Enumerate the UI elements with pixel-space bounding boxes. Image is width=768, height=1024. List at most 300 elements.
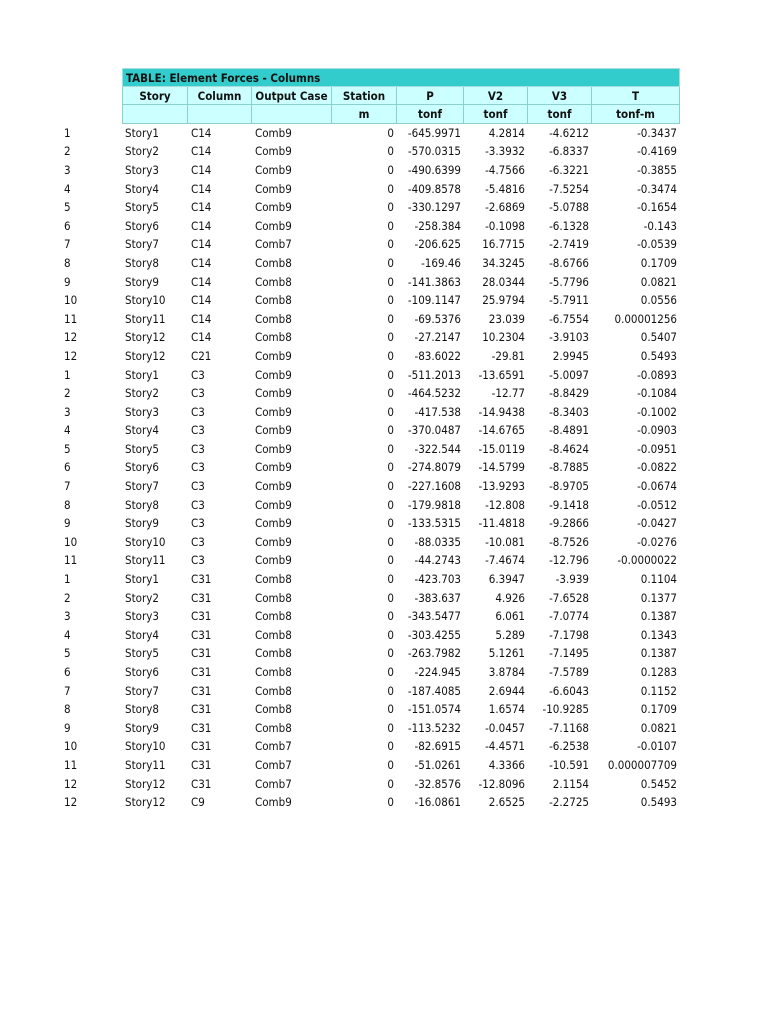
p-cell[interactable]: -113.5232	[407, 720, 461, 735]
story-cell[interactable]: Story4	[125, 423, 159, 438]
output-case-cell[interactable]: Comb8	[255, 720, 292, 735]
station-cell[interactable]: 0	[387, 125, 394, 140]
output-case-cell[interactable]: Comb9	[255, 534, 292, 549]
column-cell[interactable]: C14	[191, 200, 212, 215]
v3-cell[interactable]: -8.7885	[549, 460, 589, 475]
t-cell[interactable]: -0.1002	[637, 404, 677, 419]
column-cell[interactable]: C31	[191, 627, 212, 642]
v3-cell[interactable]: -8.7526	[549, 534, 589, 549]
p-cell[interactable]: -109.1147	[407, 293, 461, 308]
t-cell[interactable]: -0.0427	[637, 516, 677, 531]
v2-cell[interactable]: -11.4818	[478, 516, 525, 531]
column-cell[interactable]: C3	[191, 386, 205, 401]
output-case-cell[interactable]: Comb9	[255, 497, 292, 512]
station-cell[interactable]: 0	[387, 553, 394, 568]
station-cell[interactable]: 0	[387, 293, 394, 308]
v2-cell[interactable]: 5.1261	[488, 646, 525, 661]
station-cell[interactable]: 0	[387, 795, 394, 810]
p-cell[interactable]: -169.46	[421, 255, 461, 270]
station-cell[interactable]: 0	[387, 627, 394, 642]
t-cell[interactable]: 0.5452	[640, 776, 677, 791]
station-cell[interactable]: 0	[387, 330, 394, 345]
row-index[interactable]: 4	[64, 423, 71, 438]
row-index[interactable]: 2	[64, 590, 71, 605]
t-cell[interactable]: 0.1709	[640, 255, 677, 270]
p-cell[interactable]: -224.945	[414, 665, 461, 679]
story-cell[interactable]: Story10	[125, 293, 166, 308]
t-cell[interactable]: 0.000007709	[607, 757, 677, 772]
v3-cell[interactable]: -3.9103	[549, 330, 589, 345]
story-cell[interactable]: Story11	[125, 311, 166, 326]
column-cell[interactable]: C14	[191, 255, 212, 270]
t-cell[interactable]: -0.0822	[637, 460, 677, 475]
story-cell[interactable]: Story8	[125, 497, 159, 512]
t-cell[interactable]: 0.1283	[640, 665, 677, 679]
column-cell[interactable]: C14	[191, 181, 212, 196]
story-cell[interactable]: Story4	[125, 181, 159, 196]
output-case-cell[interactable]: Comb8	[255, 627, 292, 642]
v2-cell[interactable]: 2.6944	[488, 683, 525, 698]
output-case-cell[interactable]: Comb9	[255, 348, 292, 363]
v2-cell[interactable]: 4.3366	[488, 757, 525, 772]
header-station[interactable]: Station	[332, 87, 397, 106]
t-cell[interactable]: 0.00001256	[614, 311, 677, 326]
output-case-cell[interactable]: Comb8	[255, 609, 292, 624]
p-cell[interactable]: -464.5232	[407, 386, 461, 401]
story-cell[interactable]: Story2	[125, 386, 159, 401]
story-cell[interactable]: Story9	[125, 516, 159, 531]
p-cell[interactable]: -179.9818	[407, 497, 461, 512]
header-story[interactable]: Story	[122, 87, 188, 106]
row-index[interactable]: 2	[64, 386, 71, 401]
t-cell[interactable]: 0.0821	[640, 720, 677, 735]
station-cell[interactable]: 0	[387, 423, 394, 438]
v3-cell[interactable]: -7.1168	[549, 720, 589, 735]
column-cell[interactable]: C3	[191, 534, 205, 549]
v2-cell[interactable]: -5.4816	[485, 181, 525, 196]
p-cell[interactable]: -133.5315	[407, 516, 461, 531]
column-cell[interactable]: C14	[191, 330, 212, 345]
story-cell[interactable]: Story3	[125, 404, 159, 419]
row-index[interactable]: 9	[64, 720, 71, 735]
station-cell[interactable]: 0	[387, 404, 394, 419]
p-cell[interactable]: -383.637	[414, 590, 461, 605]
column-cell[interactable]: C14	[191, 274, 212, 289]
output-case-cell[interactable]: Comb9	[255, 441, 292, 456]
t-cell[interactable]: 0.5407	[640, 330, 677, 345]
t-cell[interactable]: 0.1387	[640, 609, 677, 624]
v2-cell[interactable]: 25.9794	[482, 293, 525, 308]
column-cell[interactable]: C3	[191, 553, 205, 568]
t-cell[interactable]: 0.1377	[640, 590, 677, 605]
p-cell[interactable]: -16.0861	[414, 795, 461, 810]
v2-cell[interactable]: 3.8784	[488, 665, 525, 679]
v2-cell[interactable]: -13.6591	[478, 367, 525, 382]
row-index[interactable]: 7	[64, 479, 71, 494]
v2-cell[interactable]: -0.1098	[485, 218, 525, 233]
t-cell[interactable]: -0.4169	[637, 144, 677, 159]
story-cell[interactable]: Story6	[125, 460, 159, 475]
station-cell[interactable]: 0	[387, 348, 394, 363]
v2-cell[interactable]: -15.0119	[478, 441, 525, 456]
station-cell[interactable]: 0	[387, 590, 394, 605]
v2-cell[interactable]: 6.3947	[488, 572, 525, 587]
row-index[interactable]: 5	[64, 200, 71, 215]
row-index[interactable]: 7	[64, 683, 71, 698]
unit-output-case[interactable]	[252, 105, 332, 124]
t-cell[interactable]: -0.3437	[637, 125, 677, 140]
header-v3[interactable]: V3	[528, 87, 592, 106]
v2-cell[interactable]: 5.289	[495, 627, 525, 642]
row-index[interactable]: 10	[64, 534, 78, 549]
station-cell[interactable]: 0	[387, 255, 394, 270]
v3-cell[interactable]: -6.2538	[549, 739, 589, 754]
station-cell[interactable]: 0	[387, 516, 394, 531]
header-p[interactable]: P	[397, 87, 464, 106]
row-index[interactable]: 11	[64, 311, 78, 326]
p-cell[interactable]: -51.0261	[414, 757, 461, 772]
column-cell[interactable]: C14	[191, 144, 212, 159]
column-cell[interactable]: C3	[191, 460, 205, 475]
column-cell[interactable]: C14	[191, 293, 212, 308]
output-case-cell[interactable]: Comb8	[255, 293, 292, 308]
row-index[interactable]: 10	[64, 293, 78, 308]
t-cell[interactable]: -0.0903	[637, 423, 677, 438]
column-cell[interactable]: C9	[191, 795, 205, 810]
t-cell[interactable]: -0.0674	[637, 479, 677, 494]
column-cell[interactable]: C31	[191, 646, 212, 661]
station-cell[interactable]: 0	[387, 460, 394, 475]
station-cell[interactable]: 0	[387, 739, 394, 754]
column-cell[interactable]: C31	[191, 702, 212, 717]
p-cell[interactable]: -490.6399	[407, 162, 461, 177]
p-cell[interactable]: -511.2013	[407, 367, 461, 382]
v2-cell[interactable]: -14.9438	[478, 404, 525, 419]
v2-cell[interactable]: 6.061	[495, 609, 525, 624]
output-case-cell[interactable]: Comb9	[255, 200, 292, 215]
row-index[interactable]: 3	[64, 162, 71, 177]
v2-cell[interactable]: -0.0457	[485, 720, 525, 735]
column-cell[interactable]: C14	[191, 311, 212, 326]
column-cell[interactable]: C31	[191, 739, 212, 754]
station-cell[interactable]: 0	[387, 534, 394, 549]
p-cell[interactable]: -82.6915	[414, 739, 461, 754]
v3-cell[interactable]: -7.5254	[549, 181, 589, 196]
story-cell[interactable]: Story6	[125, 218, 159, 233]
row-index[interactable]: 3	[64, 404, 71, 419]
output-case-cell[interactable]: Comb8	[255, 311, 292, 326]
column-cell[interactable]: C21	[191, 348, 212, 363]
p-cell[interactable]: -417.538	[414, 404, 461, 419]
station-cell[interactable]: 0	[387, 162, 394, 177]
p-cell[interactable]: -206.625	[414, 237, 461, 252]
row-index[interactable]: 1	[64, 367, 71, 382]
v3-cell[interactable]: -5.0097	[549, 367, 589, 382]
t-cell[interactable]: -0.0893	[637, 367, 677, 382]
p-cell[interactable]: -141.3863	[407, 274, 461, 289]
output-case-cell[interactable]: Comb9	[255, 423, 292, 438]
row-index[interactable]: 6	[64, 218, 71, 233]
p-cell[interactable]: -258.384	[414, 218, 461, 233]
v3-cell[interactable]: -3.939	[555, 572, 589, 587]
row-index[interactable]: 7	[64, 237, 71, 252]
v3-cell[interactable]: -2.2725	[549, 795, 589, 810]
output-case-cell[interactable]: Comb9	[255, 125, 292, 140]
t-cell[interactable]: 0.5493	[640, 348, 677, 363]
story-cell[interactable]: Story8	[125, 255, 159, 270]
row-index[interactable]: 12	[64, 776, 78, 791]
story-cell[interactable]: Story9	[125, 274, 159, 289]
station-cell[interactable]: 0	[387, 218, 394, 233]
story-cell[interactable]: Story9	[125, 720, 159, 735]
story-cell[interactable]: Story5	[125, 441, 159, 456]
row-index[interactable]: 12	[64, 330, 78, 345]
t-cell[interactable]: -0.0951	[637, 441, 677, 456]
column-cell[interactable]: C14	[191, 162, 212, 177]
station-cell[interactable]: 0	[387, 200, 394, 215]
row-index[interactable]: 11	[64, 757, 78, 772]
column-cell[interactable]: C31	[191, 683, 212, 698]
v3-cell[interactable]: -12.796	[549, 553, 589, 568]
v2-cell[interactable]: 4.926	[495, 590, 525, 605]
row-index[interactable]: 4	[64, 181, 71, 196]
story-cell[interactable]: Story2	[125, 144, 159, 159]
t-cell[interactable]: 0.1387	[640, 646, 677, 661]
story-cell[interactable]: Story5	[125, 646, 159, 661]
p-cell[interactable]: -570.0315	[407, 144, 461, 159]
station-cell[interactable]: 0	[387, 441, 394, 456]
row-index[interactable]: 1	[64, 125, 71, 140]
p-cell[interactable]: -370.0487	[407, 423, 461, 438]
station-cell[interactable]: 0	[387, 776, 394, 791]
v2-cell[interactable]: 16.7715	[482, 237, 525, 252]
t-cell[interactable]: -0.1084	[637, 386, 677, 401]
row-index[interactable]: 5	[64, 441, 71, 456]
output-case-cell[interactable]: Comb8	[255, 665, 292, 679]
v3-cell[interactable]: -10.9285	[542, 702, 589, 717]
t-cell[interactable]: -0.3474	[637, 181, 677, 196]
unit-v2[interactable]: tonf	[464, 105, 528, 124]
p-cell[interactable]: -227.1608	[407, 479, 461, 494]
p-cell[interactable]: -263.7982	[407, 646, 461, 661]
column-cell[interactable]: C31	[191, 590, 212, 605]
output-case-cell[interactable]: Comb9	[255, 516, 292, 531]
v2-cell[interactable]: -14.5799	[478, 460, 525, 475]
column-cell[interactable]: C3	[191, 516, 205, 531]
column-cell[interactable]: C31	[191, 720, 212, 735]
station-cell[interactable]: 0	[387, 665, 394, 679]
output-case-cell[interactable]: Comb9	[255, 181, 292, 196]
row-index[interactable]: 8	[64, 702, 71, 717]
v3-cell[interactable]: -7.5789	[549, 665, 589, 679]
story-cell[interactable]: Story12	[125, 348, 166, 363]
unit-story[interactable]	[122, 105, 188, 124]
v2-cell[interactable]: -12.8096	[478, 776, 525, 791]
v3-cell[interactable]: -2.7419	[549, 237, 589, 252]
t-cell[interactable]: -0.0000022	[617, 553, 677, 568]
column-cell[interactable]: C31	[191, 776, 212, 791]
v2-cell[interactable]: -2.6869	[485, 200, 525, 215]
output-case-cell[interactable]: Comb7	[255, 237, 292, 252]
station-cell[interactable]: 0	[387, 609, 394, 624]
station-cell[interactable]: 0	[387, 479, 394, 494]
p-cell[interactable]: -32.8576	[414, 776, 461, 791]
t-cell[interactable]: 0.1152	[640, 683, 677, 698]
header-v2[interactable]: V2	[464, 87, 528, 106]
story-cell[interactable]: Story7	[125, 683, 159, 698]
story-cell[interactable]: Story8	[125, 702, 159, 717]
story-cell[interactable]: Story10	[125, 739, 166, 754]
row-index[interactable]: 6	[64, 460, 71, 475]
output-case-cell[interactable]: Comb7	[255, 776, 292, 791]
t-cell[interactable]: -0.1654	[637, 200, 677, 215]
t-cell[interactable]: 0.1709	[640, 702, 677, 717]
column-cell[interactable]: C3	[191, 497, 205, 512]
unit-t[interactable]: tonf-m	[592, 105, 680, 124]
unit-v3[interactable]: tonf	[528, 105, 592, 124]
column-cell[interactable]: C14	[191, 125, 212, 140]
v3-cell[interactable]: -8.8429	[549, 386, 589, 401]
v2-cell[interactable]: -14.6765	[478, 423, 525, 438]
output-case-cell[interactable]: Comb9	[255, 553, 292, 568]
v3-cell[interactable]: -8.6766	[549, 255, 589, 270]
story-cell[interactable]: Story7	[125, 237, 159, 252]
p-cell[interactable]: -27.2147	[414, 330, 461, 345]
p-cell[interactable]: -44.2743	[414, 553, 461, 568]
v3-cell[interactable]: 2.9945	[552, 348, 589, 363]
v3-cell[interactable]: -6.3221	[549, 162, 589, 177]
output-case-cell[interactable]: Comb8	[255, 590, 292, 605]
unit-p[interactable]: tonf	[397, 105, 464, 124]
row-index[interactable]: 12	[64, 795, 78, 810]
output-case-cell[interactable]: Comb9	[255, 460, 292, 475]
v3-cell[interactable]: -6.8337	[549, 144, 589, 159]
station-cell[interactable]: 0	[387, 720, 394, 735]
p-cell[interactable]: -645.9971	[407, 125, 461, 140]
t-cell[interactable]: -0.0539	[637, 237, 677, 252]
story-cell[interactable]: Story5	[125, 200, 159, 215]
v2-cell[interactable]: -12.808	[485, 497, 525, 512]
table-title[interactable]: TABLE: Element Forces - Columns	[122, 68, 680, 87]
station-cell[interactable]: 0	[387, 497, 394, 512]
story-cell[interactable]: Story1	[125, 367, 159, 382]
t-cell[interactable]: -0.3855	[637, 162, 677, 177]
output-case-cell[interactable]: Comb9	[255, 404, 292, 419]
v3-cell[interactable]: -5.7911	[549, 293, 589, 308]
t-cell[interactable]: 0.1104	[640, 572, 677, 587]
column-cell[interactable]: C14	[191, 218, 212, 233]
station-cell[interactable]: 0	[387, 274, 394, 289]
output-case-cell[interactable]: Comb8	[255, 683, 292, 698]
story-cell[interactable]: Story12	[125, 776, 166, 791]
v2-cell[interactable]: -7.4674	[485, 553, 525, 568]
t-cell[interactable]: -0.0512	[637, 497, 677, 512]
output-case-cell[interactable]: Comb9	[255, 367, 292, 382]
v2-cell[interactable]: 34.3245	[482, 255, 525, 270]
v2-cell[interactable]: -3.3932	[485, 144, 525, 159]
v3-cell[interactable]: -7.6528	[549, 590, 589, 605]
row-index[interactable]: 3	[64, 609, 71, 624]
output-case-cell[interactable]: Comb9	[255, 144, 292, 159]
header-t[interactable]: T	[592, 87, 680, 106]
p-cell[interactable]: -187.4085	[407, 683, 461, 698]
row-index[interactable]: 8	[64, 497, 71, 512]
v2-cell[interactable]: 1.6574	[488, 702, 525, 717]
p-cell[interactable]: -343.5477	[407, 609, 461, 624]
row-index[interactable]: 6	[64, 665, 71, 679]
v3-cell[interactable]: -9.2866	[549, 516, 589, 531]
v3-cell[interactable]: -10.591	[549, 757, 589, 772]
v2-cell[interactable]: 23.039	[488, 311, 525, 326]
row-index[interactable]: 10	[64, 739, 78, 754]
story-cell[interactable]: Story11	[125, 757, 166, 772]
row-index[interactable]: 11	[64, 553, 78, 568]
output-case-cell[interactable]: Comb7	[255, 739, 292, 754]
row-index[interactable]: 9	[64, 516, 71, 531]
output-case-cell[interactable]: Comb9	[255, 795, 292, 810]
story-cell[interactable]: Story1	[125, 125, 159, 140]
v3-cell[interactable]: -8.3403	[549, 404, 589, 419]
story-cell[interactable]: Story1	[125, 572, 159, 587]
column-cell[interactable]: C14	[191, 237, 212, 252]
p-cell[interactable]: -409.8578	[407, 181, 461, 196]
station-cell[interactable]: 0	[387, 144, 394, 159]
v2-cell[interactable]: -4.4571	[485, 739, 525, 754]
output-case-cell[interactable]: Comb9	[255, 218, 292, 233]
station-cell[interactable]: 0	[387, 237, 394, 252]
column-cell[interactable]: C3	[191, 423, 205, 438]
t-cell[interactable]: 0.5493	[640, 795, 677, 810]
station-cell[interactable]: 0	[387, 702, 394, 717]
t-cell[interactable]: -0.143	[643, 218, 677, 233]
v2-cell[interactable]: -4.7566	[485, 162, 525, 177]
column-cell[interactable]: C3	[191, 404, 205, 419]
v3-cell[interactable]: -9.1418	[549, 497, 589, 512]
column-cell[interactable]: C3	[191, 367, 205, 382]
output-case-cell[interactable]: Comb8	[255, 274, 292, 289]
story-cell[interactable]: Story11	[125, 553, 166, 568]
p-cell[interactable]: -88.0335	[414, 534, 461, 549]
v2-cell[interactable]: -13.9293	[478, 479, 525, 494]
column-cell[interactable]: C3	[191, 441, 205, 456]
v3-cell[interactable]: -5.0788	[549, 200, 589, 215]
t-cell[interactable]: 0.0821	[640, 274, 677, 289]
story-cell[interactable]: Story2	[125, 590, 159, 605]
p-cell[interactable]: -151.0574	[407, 702, 461, 717]
story-cell[interactable]: Story10	[125, 534, 166, 549]
output-case-cell[interactable]: Comb8	[255, 330, 292, 345]
station-cell[interactable]: 0	[387, 386, 394, 401]
v3-cell[interactable]: -6.6043	[549, 683, 589, 698]
p-cell[interactable]: -423.703	[414, 572, 461, 587]
v3-cell[interactable]: -7.0774	[549, 609, 589, 624]
v3-cell[interactable]: 2.1154	[552, 776, 589, 791]
v3-cell[interactable]: -6.7554	[549, 311, 589, 326]
v2-cell[interactable]: -12.77	[491, 386, 525, 401]
station-cell[interactable]: 0	[387, 757, 394, 772]
v2-cell[interactable]: 28.0344	[482, 274, 525, 289]
v3-cell[interactable]: -8.4624	[549, 441, 589, 456]
story-cell[interactable]: Story12	[125, 330, 166, 345]
story-cell[interactable]: Story4	[125, 627, 159, 642]
v2-cell[interactable]: 10.2304	[482, 330, 525, 345]
story-cell[interactable]: Story12	[125, 795, 166, 810]
station-cell[interactable]: 0	[387, 683, 394, 698]
station-cell[interactable]: 0	[387, 367, 394, 382]
v3-cell[interactable]: -5.7796	[549, 274, 589, 289]
unit-column[interactable]	[188, 105, 252, 124]
v3-cell[interactable]: -8.9705	[549, 479, 589, 494]
